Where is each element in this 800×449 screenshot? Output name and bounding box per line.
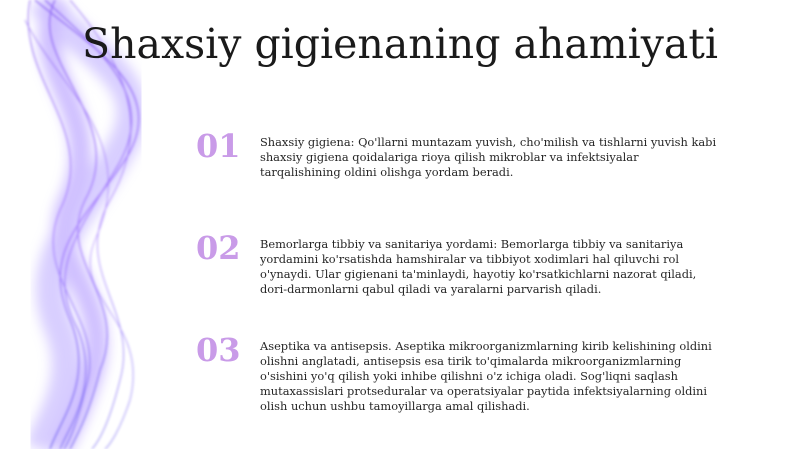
item-number: 02 [196, 229, 241, 267]
item-text: Aseptika va antisepsis. Aseptika mikroorganizmlarning kirib kelishining oldini olishni anglatadi, antisepsis esa tirik to'qimalarda mikroorganizmlarning o'sishini yo'q qilish yoki inhibe qilishni o'z ichiga oladi. Sog'liqni saqlash mutaxassislari protseduralar va operatsiyalar paytida infektsiyalarning oldini olish uchun ushbu tamoyillarga amal qilishadi. [260, 339, 712, 413]
item-text: Shaxsiy gigiena: Qo'llarni muntazam yuvish, cho'milish va tishlarni yuvish kabi shaxsiy gigiena qoidalariga rioya qilish mikroblar va infektsiyalar tarqalishining oldini olishga yordam beradi. [260, 135, 717, 179]
page-title: Shaxsiy gigienaning ahamiyati [82, 20, 718, 68]
item-number: 01 [196, 127, 241, 165]
item-number: 03 [196, 331, 241, 369]
item-text: Bemorlarga tibbiy va sanitariya yordami: Bemorlarga tibbiy va sanitariya yordamini ko'rsatishda hamshiralar va tibbiyot xodimlari hal qiluvchi rol o'ynaydi. Ular gigienani ta'minlaydi, hayotiy ko'rsatkichlarni nazorat qiladi, dori-darmonlarni qabul qiladi va yaralarni parvarish qiladi. [260, 237, 697, 296]
